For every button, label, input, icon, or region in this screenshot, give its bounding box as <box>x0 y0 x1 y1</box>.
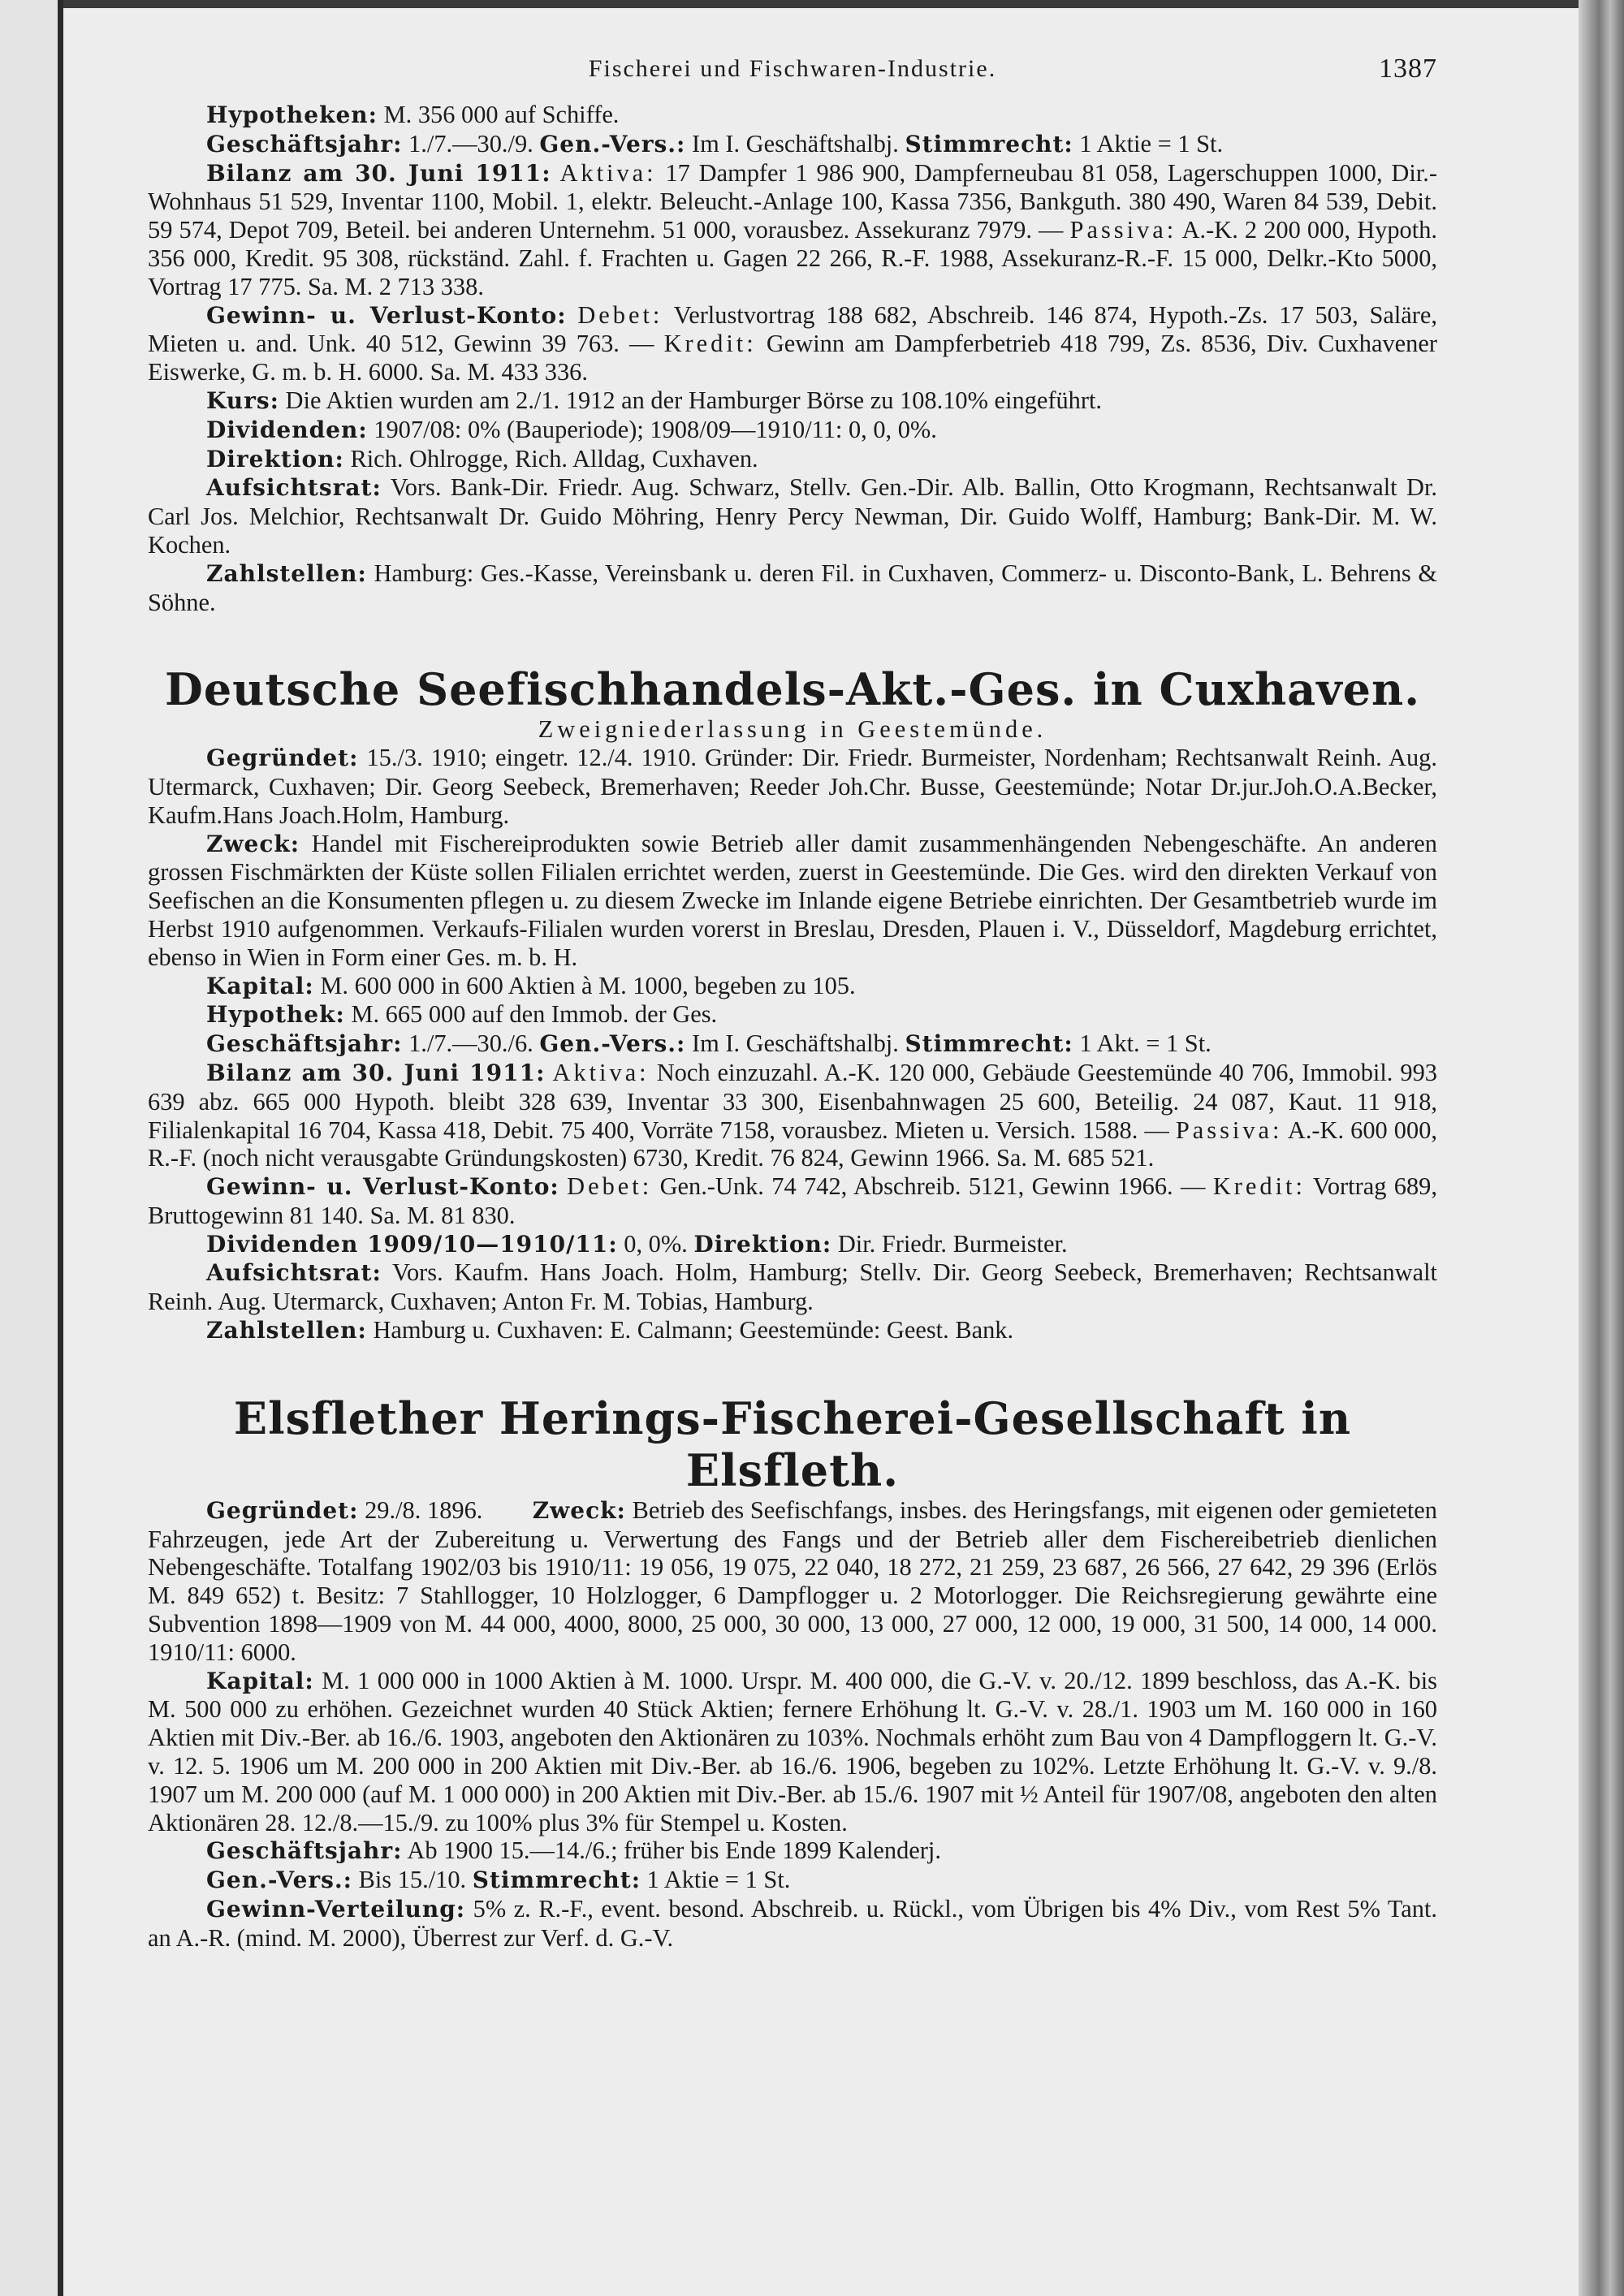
running-head-title: Fischerei und Fischwaren-Industrie. <box>588 55 997 82</box>
entry-gewinn-verlust: Gewinn- u. Verlust-Konto: Debet: Verlustvortrag 188 682, Abschreib. 146 874, Hypoth.-Zs. 17 503, Saläre, Mieten u. and. Unk. 40 512, Gewinn 39 763. — Kredit: Gewinn am Dampferbetrieb 418 799, Zs. 8536, Div. Cuxhavener Eiswerke, G. m. b. H. 6000. Sa. M. 433 336. <box>148 300 1437 386</box>
running-head <box>148 55 1437 101</box>
entry-kapital: Kapital: M. 600 000 in 600 Aktien à M. 1000, begeben zu 105. <box>206 971 856 999</box>
entry-kapital: Kapital: M. 1 000 000 in 1000 Aktien à M. 1000. Urspr. M. 400 000, die G.-V. v. 20./12. 1899 beschloss, das A.-K. bis M. 500 000 zu erhöhen. Gezeichnet wurden 40 Stück Aktien; fernere Erhöhung lt. G.-V. v. 28./1. 1903 um M. 160 000 in 160 Aktien mit Div.-Ber. ab 16./6. 1903, angeboten den Aktionären zu 103%. Nochmals erhöht zum Bau von 4 Dampfloggern lt. G.-V. v. 12. 5. 1906 um M. 200 000 in 200 Aktien mit Div.-Ber. ab 16./6. 1906, begeben zu 102%. Letzte Erhöhung lt. G.-V. v. 9./8. 1907 um M. 200 000 (auf M. 1 000 000) in 200 Aktien mit Div.-Ber. ab 15./6. 1907 mit ½ Anteil für 1907/08, angeboten den alten Aktionären 28. 12./8.—15./9. zu 100% plus 3% für Stempel u. Kosten. <box>148 1666 1437 1836</box>
entry-direktion: Direktion: Rich. Ohlrogge, Rich. Alldag, Cuxhaven. <box>206 444 758 473</box>
company-heading: Deutsche Seefischhandels-Akt.-Ges. in Cuxhaven. <box>164 663 1421 716</box>
company-subheading: Zweigniederlassung in Geestemünde. <box>538 715 1047 744</box>
entry-aufsichtsrat: Aufsichtsrat: Vors. Bank-Dir. Friedr. Aug. Schwarz, Stellv. Gen.-Dir. Alb. Ballin, Otto Krogmann, Rechtsanwalt Dr. Carl Jos. Melchior, Rechtsanwalt Dr. Guido Möhring, Henry Percy Newman, Dir. Guido Wolff, Hamburg; Bank-Dir. M. W. Kochen. <box>148 473 1437 559</box>
company-heading: Elsflether Herings-Fischerei-Gesellschaft in Elsfleth. <box>233 1392 1352 1496</box>
entry-zahlstellen: Zahlstellen: Hamburg: Ges.-Kasse, Vereinsbank u. deren Fil. in Cuxhaven, Commerz- u. Disconto-Bank, L. Behrens & Söhne. <box>148 559 1437 616</box>
entry-gegruendet-zweck: Gegründet: 29./8. 1896. Zweck: Betrieb des Seefischfangs, insbes. des Heringsfangs, mit eigenen oder gemieteten Fahrzeugen, jede Art der Zubereitung u. Verwertung des Fangs und der Betrieb aller dem Fischereibetrieb dienlichen Nebengeschäfte. Totalfang 1902/03 bis 1910/11: 19 056, 19 075, 22 040, 18 272, 21 259, 23 687, 26 566, 27 642, 29 396 (Erlös M. 849 652) t. Besitz: 7 Stahllogger, 10 Holzlogger, 6 Dampflogger u. 2 Motorlogger. Die Reichsregierung gewährte eine Subvention 1898—1909 von M. 44 000, 4000, 8000, 25 000, 30 000, 13 000, 27 000, 12 000, 19 000, 31 500, 14 000, 14 000. 1910/11: 6000. <box>148 1495 1437 1666</box>
entry-gegruendet: Gegründet: 15./3. 1910; eingetr. 12./4. 1910. Gründer: Dir. Friedr. Burmeister, Nordenham; Rechtsanwalt Reinh. Aug. Utermarck, Cuxhaven; Dir. Georg Seebeck, Bremerhaven; Reeder Joh.Chr. Busse, Geestemünde; Notar Dr.jur.Joh.O.A.Becker, Kaufm.Hans Joach.Holm, Hamburg. <box>148 744 1437 829</box>
entry-geschaeftsjahr: Geschäftsjahr: 1./7.—30./6. Gen.-Vers.: Im I. Geschäftshalbj. Stimmrecht: 1 Akt. = 1 St. <box>206 1029 1212 1058</box>
entry-aufsichtsrat: Aufsichtsrat: Vors. Kaufm. Hans Joach. Holm, Hamburg; Stellv. Dir. Georg Seebeck, Bremerhaven; Rechtsanwalt Reinh. Aug. Utermarck, Cuxhaven; Anton Fr. M. Tobias, Hamburg. <box>148 1258 1437 1316</box>
scan-right-binding <box>1579 0 1624 2296</box>
section-continued-entry <box>148 101 1437 616</box>
entry-bilanz: Bilanz am 30. Juni 1911: Aktiva: Noch einzuzahl. A.-K. 120 000, Gebäude Geestemünde 40 706, Immobil. 993 639 abz. 665 000 Hypoth. bleibt 328 639, Inventar 33 300, Eisenbahnwagen 25 600, Beteilig. 24 087, Kaut. 11 918, Filialenkapital 16 704, Kassa 418, Debit. 75 400, Vorräte 7158, vorausbez. Mieten u. Versich. 1588. — Passiva: A.-K. 600 000, R.-F. (noch nicht verausgabte Gründungskosten) 6730, Kredit. 76 824, Gewinn 1966. Sa. M. 685 521. <box>148 1058 1437 1172</box>
entry-hypothek: Hypothek: M. 665 000 auf den Immob. der Ges. <box>206 1000 718 1029</box>
entry-gewinn-verlust: Gewinn- u. Verlust-Konto: Debet: Gen.-Unk. 74 742, Abschreib. 5121, Gewinn 1966. — Kredit: Vortrag 689, Bruttogewinn 81 140. Sa. M. 81 830. <box>148 1172 1437 1229</box>
entry-dividenden-direktion: Dividenden 1909/10—1910/11: 0, 0%. Direktion: Dir. Friedr. Burmeister. <box>206 1229 1068 1258</box>
entry-geschaeftsjahr: Geschäftsjahr: 1./7.—30./9. Gen.-Vers.: Im I. Geschäftshalbj. Stimmrecht: 1 Aktie = 1 St. <box>206 129 1224 158</box>
page-number: 1387 <box>1379 54 1437 84</box>
entry-dividenden: Dividenden: 1907/08: 0% (Bauperiode); 1908/09—1910/11: 0, 0, 0%. <box>206 415 937 443</box>
entry-gewinn-verteilung: Gewinn-Verteilung: 5% z. R.-F., event. besond. Abschreib. u. Rückl., vom Übrigen bis 4% Div., vom Rest 5% Tant. an A.-R. (mind. M. 2000), Überrest zur Verf. d. G.-V. <box>148 1895 1438 1952</box>
entry-zweck: Zweck: Handel mit Fischereiprodukten sowie Betrieb aller damit zusammenhängenden Nebengeschäfte. An anderen grossen Fischmärkten der Küste sollen Filialen errichtet werden, zuerst in Geestemünde. Die Ges. wird den direkten Verkauf von Seefischen an die Konsumenten pflegen u. zu diesem Zwecke im Inlande eigene Betriebe einrichten. Der Gesamtbetrieb wurde im Herbst 1910 aufgenommen. Verkaufs-Filialen wurden vorerst in Breslau, Dresden, Plauen i. V., Düsseldorf, Magdeburg errichtet, ebenso in Wien in Form einer Ges. m. b. H. <box>148 829 1437 971</box>
scan-left-margin <box>0 0 63 2296</box>
section-deutsche-seefischhandels <box>148 663 1437 1345</box>
document-page <box>148 55 1437 1953</box>
section-elsflether-herings <box>148 1392 1437 1953</box>
entry-kurs: Kurs: Die Aktien wurden am 2./1. 1912 an der Hamburger Börse zu 108.10% eingeführt. <box>206 386 1103 414</box>
scan-top-edge <box>0 0 1624 8</box>
entry-geschaeftsjahr: Geschäftsjahr: Ab 1900 15.—14./6.; früher bis Ende 1899 Kalenderj. <box>206 1836 941 1865</box>
entry-zahlstellen: Zahlstellen: Hamburg u. Cuxhaven: E. Calmann; Geestemünde: Geest. Bank. <box>206 1316 1014 1344</box>
entry-bilanz: Bilanz am 30. Juni 1911: Aktiva: 17 Dampfer 1 986 900, Dampferneubau 81 058, Lagerschuppen 1000, Dir.-Wohnhaus 51 529, Inventar 1100, Mobil. 1, elektr. Beleucht.-Anlage 100, Kassa 7356, Bankguth. 380 490, Waren 84 539, Debit. 59 574, Depot 709, Beteil. bei anderen Unternehm. 51 000, vorausbez. Assekuranz 7979. — Passiva: A.-K. 2 200 000, Hypoth. 356 000, Kredit. 95 308, rückständ. Zahl. f. Frachten u. Gagen 22 266, R.-F. 1988, Assekuranz-R.-F. 15 000, Delkr.-Kto 5000, Vortrag 17 775. Sa. M. 2 713 338. <box>148 158 1437 300</box>
entry-gen-vers: Gen.-Vers.: Bis 15./10. Stimmrecht: 1 Aktie = 1 St. <box>206 1866 791 1894</box>
entry-hypotheken: Hypotheken: M. 356 000 auf Schiffe. <box>206 101 620 128</box>
